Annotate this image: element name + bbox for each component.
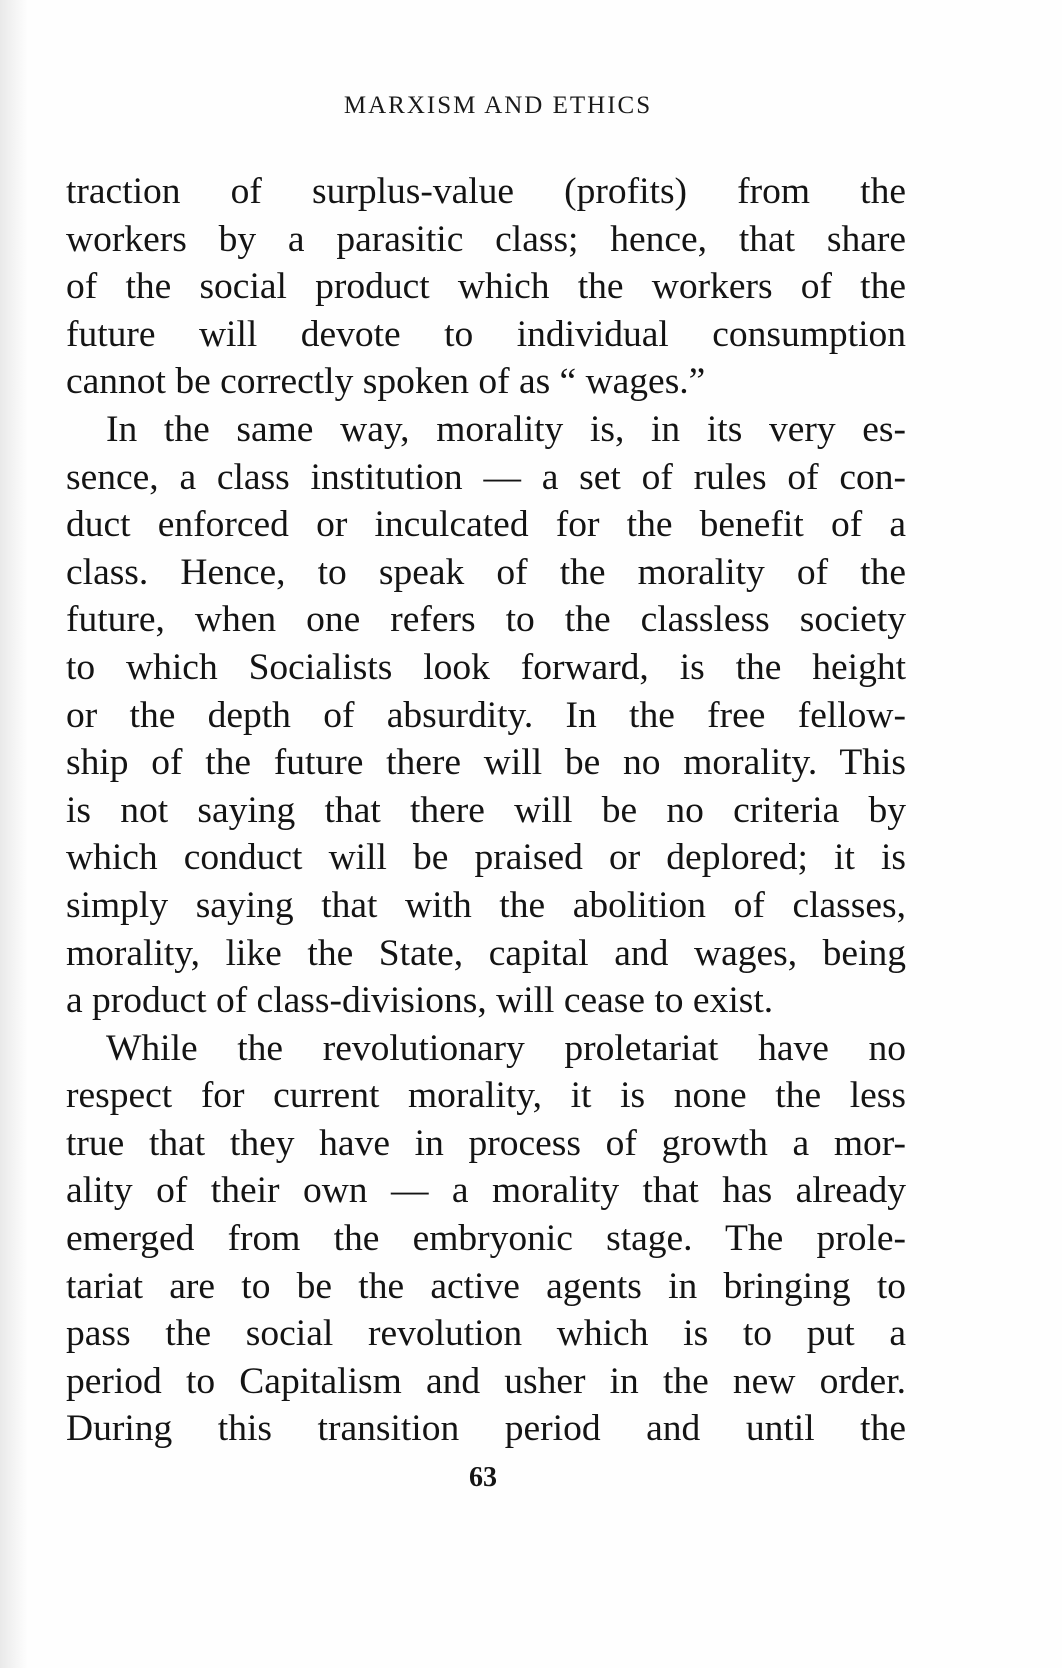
text-line: ship of the future there will be no morality. This — [66, 742, 906, 784]
text-line: During this transition period and until the — [66, 1408, 906, 1450]
text-line: respect for current morality, it is none the less — [66, 1075, 906, 1117]
text-line: simply saying that with the abolition of classes, — [66, 884, 906, 926]
text-line: pass the social revolution which is to put a — [66, 1313, 906, 1355]
text-line: While the revolutionary proletariat have no — [106, 1027, 906, 1069]
page-edge-shadow — [0, 0, 28, 1668]
text-line: emerged from the embryonic stage. The prole- — [66, 1218, 906, 1260]
text-line: of the social product which the workers of the — [66, 266, 906, 308]
text-line: which conduct will be praised or deplored; it is — [66, 837, 906, 879]
text-line: duct enforced or inculcated for the benefit of a — [66, 504, 906, 546]
text-line: cannot be correctly spoken of as “ wages.” — [66, 361, 706, 403]
text-line: In the same way, morality is, in its very es- — [106, 408, 906, 450]
text-line: traction of surplus-value (profits) from the — [66, 171, 906, 212]
text-line: or the depth of absurdity. In the free fellow- — [66, 694, 906, 736]
text-line: future, when one refers to the classless society — [66, 599, 906, 641]
text-line: workers by a parasitic class; hence, that share — [66, 218, 906, 260]
running-header: MARXISM AND ETHICS — [343, 92, 653, 119]
page-number: 63 — [469, 1462, 497, 1493]
text-line: is not saying that there will be no criteria by — [66, 789, 906, 831]
text-line: tariat are to be the active agents in bringing to — [66, 1265, 906, 1307]
text-line: morality, like the State, capital and wages, being — [66, 932, 906, 974]
text-line: class. Hence, to speak of the morality of the — [66, 551, 906, 593]
text-line: future will devote to individual consumption — [66, 313, 906, 355]
text-line: sence, a class institution — a set of rules of con- — [66, 456, 906, 498]
text-line: true that they have in process of growth a mor- — [66, 1122, 906, 1164]
text-line: ality of their own — a morality that has already — [66, 1170, 906, 1212]
text-line: period to Capitalism and usher in the new order. — [66, 1360, 906, 1402]
text-line: to which Socialists look forward, is the height — [66, 646, 906, 688]
body-text — [66, 168, 906, 1453]
text-line: a product of class-divisions, will cease to exist. — [66, 980, 774, 1022]
